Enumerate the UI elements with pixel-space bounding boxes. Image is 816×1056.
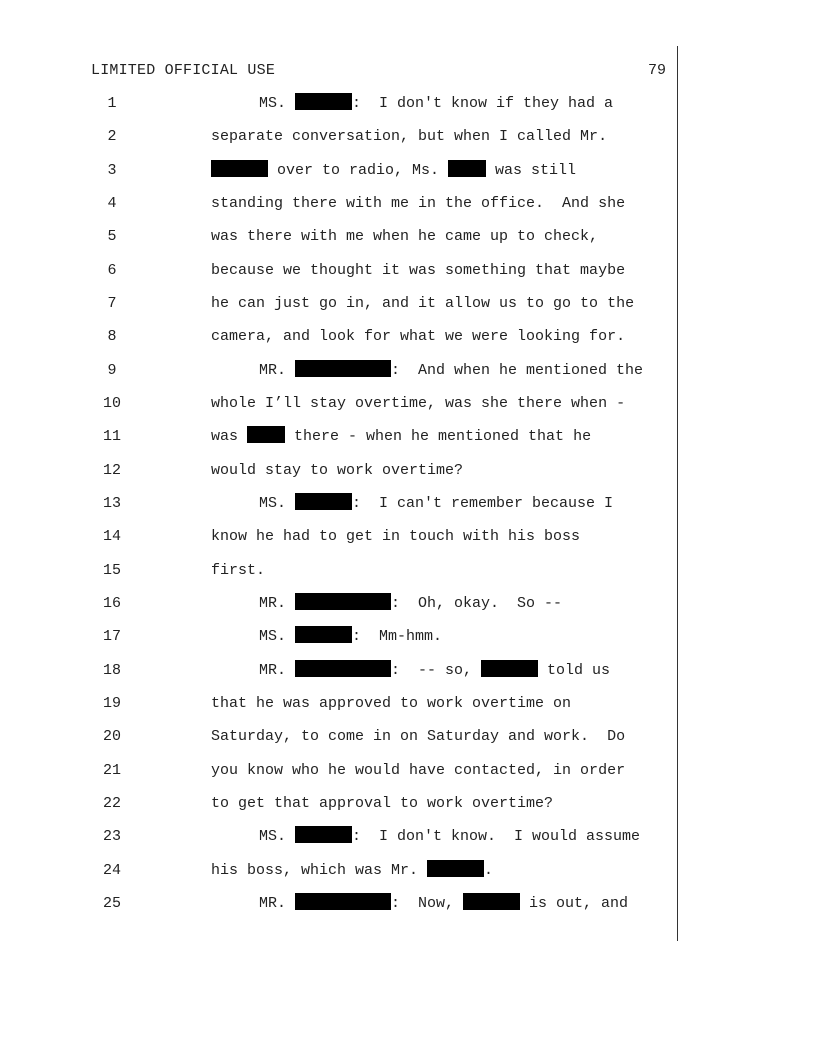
line-text bbox=[259, 360, 643, 382]
line-number: 22 bbox=[102, 795, 121, 812]
transcript-line bbox=[0, 860, 700, 882]
text-segment: : I don't know. I would assume bbox=[352, 828, 641, 845]
line-number: 9 bbox=[107, 362, 117, 379]
text-segment: standing there with me in the office. And she bbox=[211, 195, 626, 212]
transcript-line bbox=[0, 426, 700, 448]
transcript-line bbox=[0, 193, 700, 215]
transcript-line bbox=[0, 260, 700, 282]
text-segment: MR. bbox=[259, 362, 296, 379]
text-segment: MS. bbox=[259, 495, 296, 512]
line-text bbox=[211, 526, 580, 548]
transcript-line bbox=[0, 126, 700, 148]
text-segment: know he had to get in touch with his boss bbox=[211, 528, 581, 545]
line-text bbox=[211, 560, 265, 582]
line-text bbox=[211, 226, 598, 248]
line-text bbox=[211, 693, 571, 715]
text-segment: first. bbox=[211, 562, 266, 579]
text-segment: MS. bbox=[259, 95, 296, 112]
transcript-line bbox=[0, 693, 700, 715]
transcript-line bbox=[0, 560, 700, 582]
transcript-line bbox=[0, 626, 700, 648]
redaction-box bbox=[463, 893, 520, 910]
line-text bbox=[259, 626, 442, 648]
transcript-line bbox=[0, 360, 700, 382]
text-segment: MR. bbox=[259, 895, 296, 912]
line-number: 7 bbox=[107, 295, 117, 312]
redaction-box bbox=[448, 160, 486, 177]
line-text bbox=[211, 326, 625, 348]
transcript-line bbox=[0, 93, 700, 115]
transcript-line bbox=[0, 760, 700, 782]
line-number: 18 bbox=[102, 662, 121, 679]
text-segment: : I can't remember because I bbox=[352, 495, 614, 512]
redaction-box bbox=[481, 660, 538, 677]
transcript-line bbox=[0, 793, 700, 815]
transcript-line bbox=[0, 526, 700, 548]
line-number: 16 bbox=[102, 595, 121, 612]
transcript-line bbox=[0, 826, 700, 848]
line-number: 4 bbox=[107, 195, 117, 212]
line-number: 12 bbox=[102, 462, 121, 479]
line-number: 5 bbox=[107, 228, 117, 245]
redaction-box bbox=[295, 93, 352, 110]
redaction-box bbox=[247, 426, 285, 443]
text-segment: : Now, bbox=[391, 895, 464, 912]
line-number: 23 bbox=[102, 828, 121, 845]
line-text bbox=[211, 726, 625, 748]
text-segment: MS. bbox=[259, 628, 296, 645]
line-number: 15 bbox=[102, 562, 121, 579]
redaction-box bbox=[295, 893, 391, 910]
text-segment: would stay to work overtime? bbox=[211, 462, 464, 479]
line-number: 2 bbox=[107, 128, 117, 145]
redaction-box bbox=[295, 826, 352, 843]
transcript-line bbox=[0, 726, 700, 748]
line-text bbox=[211, 760, 625, 782]
line-number: 17 bbox=[102, 628, 121, 645]
transcript-line bbox=[0, 160, 700, 182]
line-text bbox=[259, 893, 628, 915]
line-text bbox=[211, 193, 625, 215]
line-number: 20 bbox=[102, 728, 121, 745]
line-text bbox=[259, 493, 613, 515]
line-text bbox=[211, 293, 634, 315]
text-segment: there - when he mentioned that he bbox=[285, 428, 592, 445]
line-number: 25 bbox=[102, 895, 121, 912]
redaction-box bbox=[427, 860, 484, 877]
line-text bbox=[211, 426, 591, 448]
transcript-line bbox=[0, 893, 700, 915]
line-text bbox=[211, 160, 576, 182]
line-text bbox=[259, 593, 562, 615]
line-number: 13 bbox=[102, 495, 121, 512]
redaction-box bbox=[295, 660, 391, 677]
line-text bbox=[211, 460, 463, 482]
text-segment: : Oh, okay. So -- bbox=[391, 595, 563, 612]
text-segment: . bbox=[484, 862, 494, 879]
line-text bbox=[211, 860, 493, 882]
transcript-line bbox=[0, 493, 700, 515]
line-number: 8 bbox=[107, 328, 117, 345]
line-number: 11 bbox=[102, 428, 121, 445]
text-segment: : -- so, bbox=[391, 662, 482, 679]
transcript-line bbox=[0, 226, 700, 248]
transcript-line bbox=[0, 293, 700, 315]
line-number: 21 bbox=[102, 762, 121, 779]
text-segment: camera, and look for what we were looking for. bbox=[211, 328, 626, 345]
text-segment: he can just go in, and it allow us to go to the bbox=[211, 295, 635, 312]
page-number: 79 bbox=[648, 62, 667, 79]
text-segment: was bbox=[211, 428, 248, 445]
line-number: 14 bbox=[102, 528, 121, 545]
transcript-line bbox=[0, 660, 700, 682]
redaction-box bbox=[295, 493, 352, 510]
text-segment: : And when he mentioned the bbox=[391, 362, 644, 379]
redaction-box bbox=[211, 160, 268, 177]
text-segment: because we thought it was something that maybe bbox=[211, 262, 626, 279]
text-segment: over to radio, Ms. bbox=[268, 162, 449, 179]
line-text bbox=[259, 826, 640, 848]
line-text bbox=[259, 660, 610, 682]
text-segment: is out, and bbox=[520, 895, 629, 912]
line-number: 6 bbox=[107, 262, 117, 279]
text-segment: his boss, which was Mr. bbox=[211, 862, 428, 879]
line-text bbox=[211, 793, 553, 815]
transcript-line bbox=[0, 393, 700, 415]
line-text bbox=[259, 93, 613, 115]
redaction-box bbox=[295, 593, 391, 610]
line-text bbox=[211, 126, 607, 148]
text-segment: MR. bbox=[259, 595, 296, 612]
line-number: 1 bbox=[107, 95, 117, 112]
header-label: LIMITED OFFICIAL USE bbox=[91, 62, 276, 79]
line-number: 10 bbox=[102, 395, 121, 412]
line-number: 24 bbox=[102, 862, 121, 879]
transcript-line bbox=[0, 326, 700, 348]
transcript-line bbox=[0, 460, 700, 482]
transcript-line bbox=[0, 593, 700, 615]
line-text bbox=[211, 260, 625, 282]
text-segment: was there with me when he came up to check, bbox=[211, 228, 599, 245]
text-segment: to get that approval to work overtime? bbox=[211, 795, 554, 812]
text-segment: told us bbox=[538, 662, 611, 679]
text-segment: you know who he would have contacted, in order bbox=[211, 762, 626, 779]
text-segment: MS. bbox=[259, 828, 296, 845]
text-segment: separate conversation, but when I called Mr. bbox=[211, 128, 608, 145]
text-segment: was still bbox=[486, 162, 577, 179]
text-segment: whole I’ll stay overtime, was she there when - bbox=[211, 395, 626, 412]
text-segment: : Mm-hmm. bbox=[352, 628, 443, 645]
text-segment: MR. bbox=[259, 662, 296, 679]
text-segment: : I don't know if they had a bbox=[352, 95, 614, 112]
line-number: 19 bbox=[102, 695, 121, 712]
line-number: 3 bbox=[107, 162, 117, 179]
text-segment: that he was approved to work overtime on bbox=[211, 695, 572, 712]
line-text bbox=[211, 393, 625, 415]
text-segment: Saturday, to come in on Saturday and work. Do bbox=[211, 728, 626, 745]
redaction-box bbox=[295, 360, 391, 377]
redaction-box bbox=[295, 626, 352, 643]
